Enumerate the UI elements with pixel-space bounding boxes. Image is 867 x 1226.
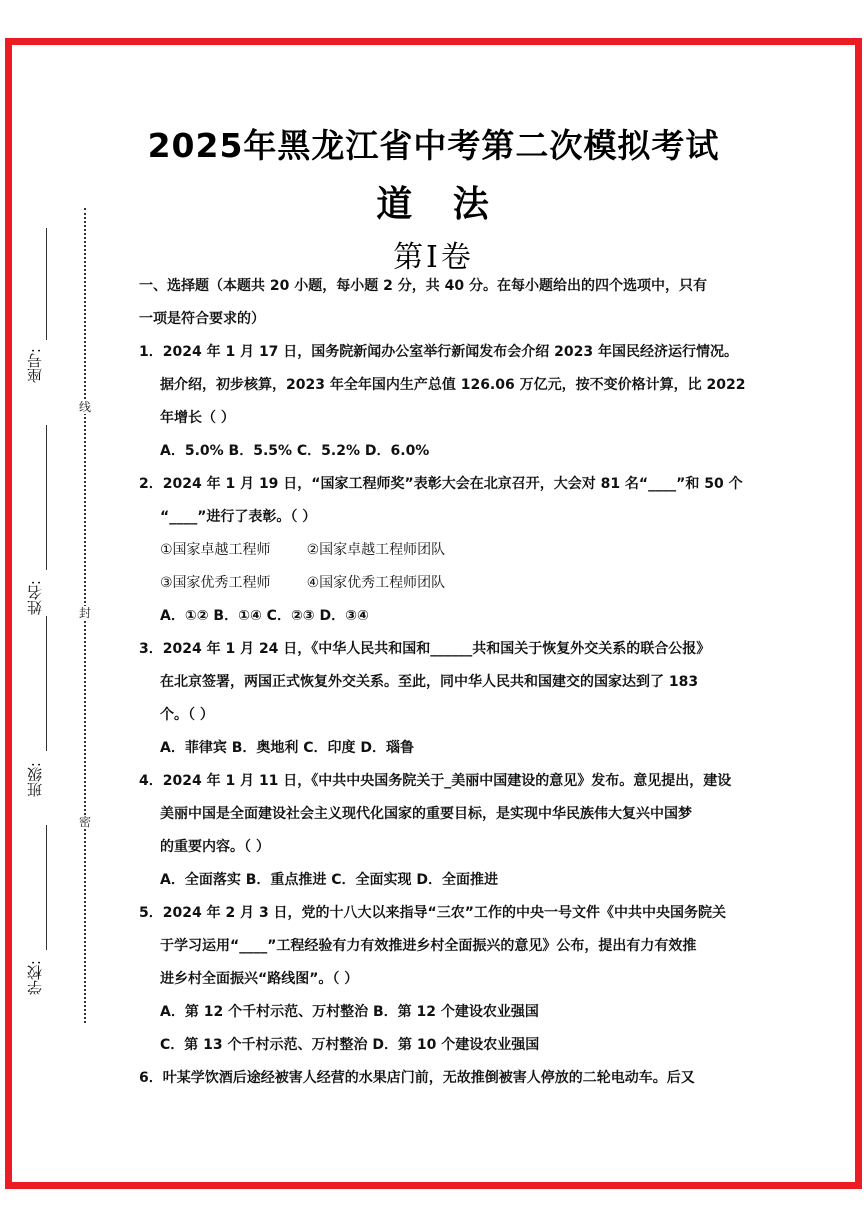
question-3-line-1: 3．2024 年 1 月 24 日，《中华人民共和国和______共和国关于恢复外交关系的联合公报》 [139,641,711,657]
question-content [139,270,746,1095]
seat-number-label: 座号: [26,348,44,384]
class-line [46,616,47,751]
question-5-line-2: 于学习运用“____”工程经验有力有效推进乡村全面振兴的意见》公布，提出有力有效推 [160,938,697,954]
section-heading: 一、选择题（本题共 20 小题，每小题 2 分，共 40 分。在每小题给出的四个选项中，只有 [139,278,707,294]
question-2-choice-4: ④国家优秀工程师团队 [306,575,446,591]
question-2-choice-2: ②国家卓越工程师团队 [306,542,446,558]
question-5-line-1: 5．2024 年 2 月 3 日，党的十八大以来指导“三农”工作的中央一号文件《中共中央国务院关 [139,905,726,921]
question-5-options-2: C．第 13 个千村示范、万村整治 D．第 10 个建设农业强国 [160,1037,540,1053]
question-1-line-1: 1．2024 年 1 月 17 日，国务院新闻办公室举行新闻发布会介绍 2023 年国民经济运行情况。 [139,344,739,360]
name-line [46,425,47,570]
question-2-line-1: 2．2024 年 1 月 19 日，“国家工程师奖”表彰大会在北京召开，大会对 81 名“____”和 50 个 [139,476,743,492]
seal-word-feng: 封 [78,606,91,620]
school-label: 学校: [26,960,44,996]
question-5-line-3: 进乡村全面振兴“路线图”。（ ） [160,971,359,987]
question-5-options-1: A．第 12 个千村示范、万村整治 B．第 12 个建设农业强国 [160,1004,539,1020]
question-2-choice-3: ③国家优秀工程师 [160,575,271,591]
class-label: 班级: [26,762,44,798]
question-1-options: A．5.0% B．5.5% C．5.2% D．6.0% [160,443,430,459]
question-2-choices-row-2 [139,567,739,600]
question-3-options: A．菲律宾 B．奥地利 C．印度 D．瑙鲁 [160,740,415,756]
section-heading-continued: 一项是符合要求的） [139,311,265,327]
question-4-options: A．全面落实 B．重点推进 C．全面实现 D．全面推进 [160,872,499,888]
question-4-line-2: 美丽中国是全面建设社会主义现代化国家的重要目标，是实现中华民族伟大复兴中国梦 [160,806,692,822]
question-3-line-3: 个。（ ） [160,707,214,723]
question-6-line-1: 6．叶某学饮酒后途经被害人经营的水果店门前，无故推倒被害人停放的二轮电动车。后又 [139,1070,695,1086]
name-label: 姓名: [26,580,44,616]
exam-title: 2025年黑龙江省中考第二次模拟考试 [147,126,720,165]
question-1-line-3: 年增长（ ） [160,410,235,426]
question-1-line-2: 据介绍，初步核算，2023 年全年国内生产总值 126.06 万亿元，按不变价格计算，比 2022 [160,377,746,393]
seal-word-mi: 密 [78,815,91,829]
question-2-line-2: “____”进行了表彰。（ ） [160,509,317,525]
question-2-choice-1: ①国家卓越工程师 [160,542,271,558]
question-3-line-2: 在北京签署，两国正式恢复外交关系。至此，同中华人民共和国建交的国家达到了 183 [160,674,699,690]
subject-title: 道 法 [376,184,503,225]
school-line [46,825,47,950]
question-2-choices-row-1 [139,534,739,567]
question-2-options: A．①② B．①④ C．②③ D．③④ [160,608,369,624]
question-4-line-1: 4．2024 年 1 月 11 日，《中共中央国务院关于_美丽中国建设的意见》发布。意见提出，建设 [139,773,732,789]
volume-title: 第Ⅰ卷 [393,240,474,275]
question-4-line-3: 的重要内容。（ ） [160,839,270,855]
seal-word-xian: 线 [78,400,91,414]
